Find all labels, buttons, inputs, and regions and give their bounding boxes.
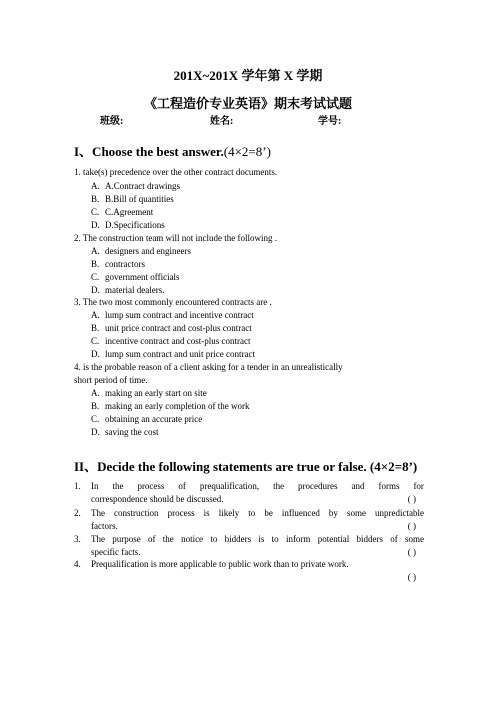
option-letter: B. — [91, 323, 100, 333]
tf-word: the — [162, 534, 174, 544]
question-4: 4. is the probable reason of a client asking for a tender in an unrealistically — [74, 362, 343, 372]
tf-line — [91, 494, 424, 504]
tf-line — [91, 521, 424, 531]
option-letter: B. — [91, 259, 100, 269]
tf-statement-4 — [74, 559, 424, 582]
question-1-option-b — [91, 194, 174, 204]
question-3-option-c — [91, 336, 250, 346]
question-3-option-d — [91, 349, 255, 359]
tf-line-text: specific facts. — [91, 547, 141, 557]
tf-word: to — [271, 534, 279, 544]
question-4-continued: short period of time. — [74, 375, 148, 385]
question-1-option-d — [91, 220, 165, 230]
question-2-option-d — [91, 285, 164, 295]
section2-heading: II、Decide the following statements are true or false. (4×2=8’) — [74, 459, 418, 474]
option-text: D.Specifications — [105, 220, 165, 230]
answer-blank[interactable]: ( ) — [407, 494, 416, 504]
tf-statement-2 — [74, 508, 424, 531]
option-text: lump sum contract and unit price contract — [105, 349, 255, 359]
option-text: making an early start on site — [105, 388, 207, 398]
exam-term-title: 201X~201X 学年第 X 学期 — [173, 68, 323, 83]
tf-word: In — [91, 481, 99, 491]
question-1: 1. take(s) precedence over the other contract documents. — [74, 167, 278, 177]
tf-word: influenced — [281, 508, 320, 518]
option-letter: C. — [91, 414, 100, 424]
tf-number: 4. — [74, 559, 81, 569]
option-letter: A. — [91, 310, 100, 320]
tf-word: to — [248, 508, 256, 518]
tf-line — [91, 572, 424, 582]
tf-word: the — [112, 481, 124, 491]
answer-blank[interactable]: ( ) — [407, 547, 416, 557]
student-id-label: 学号: — [318, 116, 342, 127]
tf-word: forms — [378, 481, 400, 491]
tf-word: of — [178, 481, 186, 491]
option-text: B.Bill of quantities — [105, 194, 174, 204]
tf-word: likely — [218, 508, 240, 518]
question-3-option-b — [91, 323, 252, 333]
tf-word: and — [351, 481, 365, 491]
tf-line-text: correspondence should be discussed. — [91, 494, 224, 504]
tf-word: process — [167, 508, 195, 518]
question-2: 2. The construction team will not include the following . — [74, 233, 278, 243]
question-3-option-a — [91, 310, 254, 320]
tf-word: is — [258, 534, 265, 544]
question-2-option-a — [91, 246, 191, 256]
tf-word: is — [203, 508, 210, 518]
section1-heading-text: I、Choose the best answer. — [74, 144, 224, 159]
option-letter: A. — [91, 246, 100, 256]
tf-word: potential — [317, 534, 350, 544]
class-label: 班级: — [100, 116, 124, 127]
question-2-option-b — [91, 259, 145, 269]
question-4-option-a — [91, 388, 207, 398]
tf-word: construction — [114, 508, 159, 518]
tf-line — [91, 481, 424, 491]
section1-heading — [74, 141, 271, 160]
question-4-option-d — [91, 427, 159, 437]
option-letter: A. — [91, 181, 100, 191]
option-letter: D. — [91, 220, 100, 230]
tf-word: of — [390, 534, 398, 544]
name-label: 姓名: — [210, 116, 234, 127]
tf-word: unpredictable — [374, 508, 424, 518]
option-text: A.Contract drawings — [105, 181, 180, 191]
tf-word: Prequalification is more applicable to public work than to private work. — [91, 559, 349, 569]
option-letter: D. — [91, 427, 100, 437]
tf-word: inform — [285, 534, 311, 544]
option-text: lump sum contract and incentive contract — [105, 310, 254, 320]
tf-word: be — [264, 508, 273, 518]
tf-word: some — [346, 508, 366, 518]
tf-word: process — [137, 481, 165, 491]
tf-word: bidders — [356, 534, 383, 544]
answer-blank[interactable]: ( ) — [407, 521, 416, 531]
tf-word: prequalification, — [199, 481, 260, 491]
option-letter: C. — [91, 207, 100, 217]
question-1-option-c — [91, 207, 153, 217]
option-text: incentive contract and cost-plus contract — [105, 336, 251, 346]
question-2-option-c — [91, 272, 180, 282]
option-letter: A. — [91, 388, 100, 398]
option-letter: D. — [91, 285, 100, 295]
option-text: C.Agreement — [105, 207, 154, 217]
tf-word: for — [413, 481, 424, 491]
question-4-option-b — [91, 401, 249, 411]
tf-line — [91, 559, 424, 569]
answer-blank[interactable]: ( ) — [407, 572, 416, 582]
option-text: material dealers. — [105, 285, 165, 295]
tf-word: bidders — [224, 534, 252, 544]
tf-number: 3. — [74, 534, 81, 544]
option-letter: C. — [91, 272, 100, 282]
option-letter: C. — [91, 336, 100, 346]
tf-word: the — [273, 481, 285, 491]
tf-word: The — [91, 534, 105, 544]
question-3: 3. The two most commonly encountered contracts are . — [74, 297, 272, 307]
tf-line-text: factors. — [91, 521, 118, 531]
tf-statement-3 — [74, 534, 424, 557]
tf-word: The — [91, 508, 105, 518]
question-4-option-c — [91, 414, 202, 424]
tf-number: 1. — [74, 481, 81, 491]
tf-line — [91, 547, 424, 557]
option-letter: D. — [91, 349, 100, 359]
tf-word: to — [210, 534, 218, 544]
tf-number: 2. — [74, 508, 81, 518]
option-text: obtaining an accurate price — [105, 414, 203, 424]
option-text: designers and engineers — [105, 246, 191, 256]
option-text: making an early completion of the work — [105, 401, 250, 411]
tf-word: procedures — [298, 481, 338, 491]
option-text: contractors — [105, 259, 145, 269]
tf-word: of — [148, 534, 156, 544]
tf-line — [91, 508, 424, 518]
option-text: saving the cost — [105, 427, 159, 437]
tf-line — [91, 534, 424, 544]
tf-statement-1 — [74, 481, 424, 504]
option-letter: B. — [91, 401, 100, 411]
exam-course-title: 《工程造价专业英语》期末考试试题 — [143, 96, 352, 111]
tf-word: notice — [181, 534, 204, 544]
tf-word: purpose — [112, 534, 141, 544]
option-letter: B. — [91, 194, 100, 204]
question-1-option-a — [91, 181, 180, 191]
section1-points: (4×2=8’) — [223, 144, 271, 159]
option-text: government officials — [105, 272, 180, 282]
option-text: unit price contract and cost-plus contract — [105, 323, 252, 333]
tf-word: some — [405, 534, 424, 544]
tf-word: by — [328, 508, 338, 518]
